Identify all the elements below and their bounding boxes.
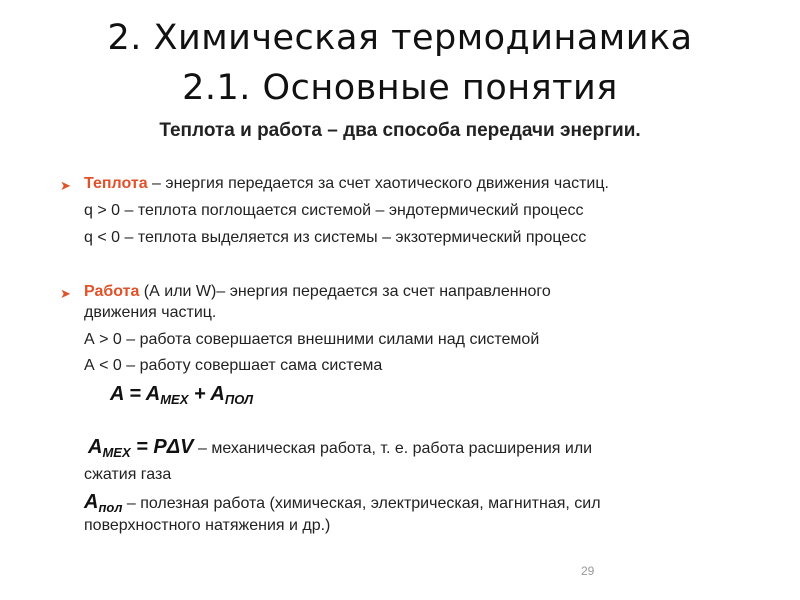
formula-useful-sub: пол [98,500,123,515]
formula-useful-desc: – полезная работа (химическая, электрическая, магнитная, сил [122,495,601,512]
slide-subtitle: Теплота и работа – два способа передачи энергии. [159,120,641,141]
formula-useful-work [84,491,601,515]
formula-total-plus: + A [188,383,225,405]
formula-total-sub-mex: MEX [160,392,189,407]
work-term: Работа [84,283,140,300]
page-number: 29 [581,564,595,578]
formula-mech-desc-cont: сжатия газа [84,466,172,483]
formula-mechanical-work [88,436,592,460]
heat-term: Теплота [84,175,148,192]
heat-definition-line [84,175,609,193]
heat-positive-line: q > 0 – теплота поглощается системой – эндотермический процесс [84,202,584,219]
formula-useful-a: A [84,491,99,513]
heat-negative-line: q < 0 – теплота выделяется из системы – экзотермический процесс [84,229,587,246]
work-definition-line [84,283,551,301]
work-definition-cont: движения частиц. [84,304,217,321]
arrow-bullet-icon: ➤ [60,178,71,193]
formula-mech-sub: MEX [102,445,131,460]
work-negative-line: А < 0 – работу совершает сама система [84,357,383,374]
formula-mech-desc: – механическая работа, т. е. работа расширения или [193,440,593,457]
work-definition: – энергия передается за счет направленного [216,283,551,300]
formula-mech-a: A [88,436,103,458]
work-positive-line: А > 0 – работа совершается внешними силами над системой [84,331,540,348]
work-symbols: (А или W) [139,283,217,300]
formula-useful-desc-cont: поверхностного натяжения и др.) [84,517,331,534]
slide-title-line2: 2.1. Основные понятия [182,68,618,108]
formula-total-a: A = A [110,383,161,405]
formula-mech-rest: = PΔV [130,436,194,458]
arrow-bullet-icon: ➤ [60,286,71,301]
slide-title-line1: 2. Химическая термодинамика [107,18,693,58]
heat-definition: – энергия передается за счет хаотического движения частиц. [147,175,609,192]
formula-total-work [110,383,253,407]
formula-total-sub-pol: ПОЛ [224,392,254,407]
